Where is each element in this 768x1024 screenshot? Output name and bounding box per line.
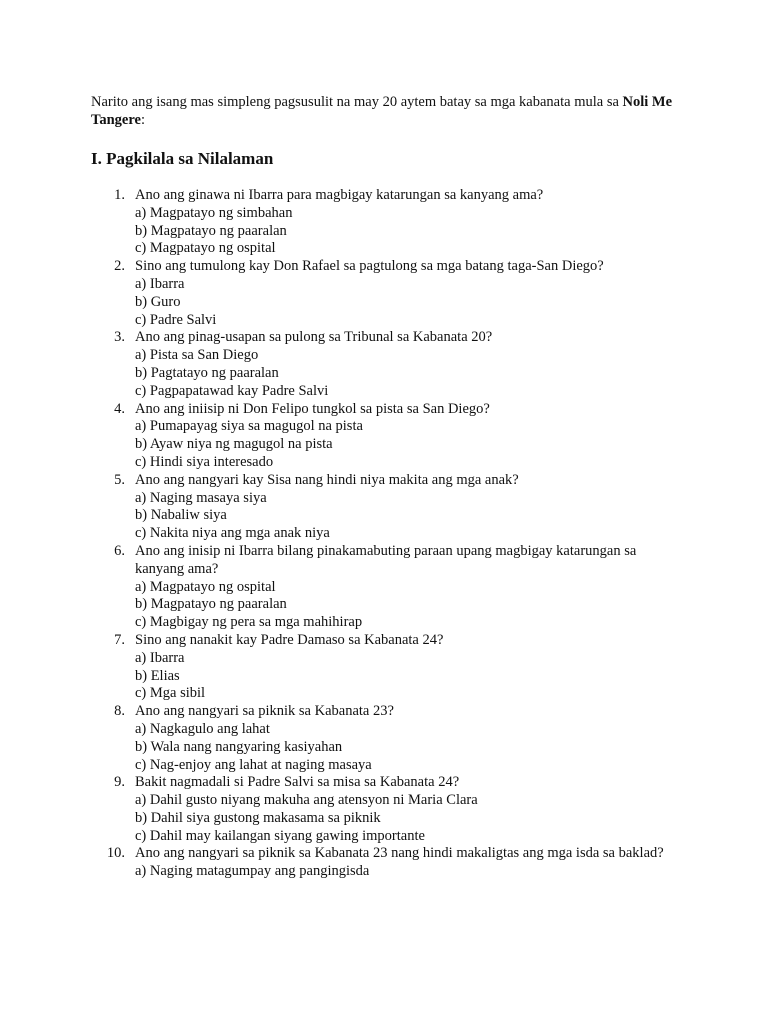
question-item: [91, 329, 681, 400]
question-text: Ano ang inisip ni Ibarra bilang pinakamabuting paraan upang magbigay katarungan sa kanyang ama?: [135, 542, 637, 577]
answer-choice: b) Pagtatayo ng paaralan: [135, 364, 279, 381]
answer-choice: c) Nag-enjoy ang lahat at naging masaya: [135, 756, 372, 773]
answer-choice: a) Nagkagulo ang lahat: [135, 720, 270, 737]
question-item: [91, 632, 681, 703]
answer-choice: a) Dahil gusto niyang makuha ang atensyon ni Maria Clara: [135, 792, 478, 809]
question-number: 9.: [114, 774, 125, 791]
question-text: Ano ang nangyari kay Sisa nang hindi niya makita ang mga anak?: [135, 471, 519, 488]
intro-paragraph: [91, 93, 681, 129]
question-text: Ano ang nangyari sa piknik sa Kabanata 23 nang hindi makaligtas ang mga isda sa baklad?: [135, 845, 664, 862]
answer-choice: c) Hindi siya interesado: [135, 453, 274, 470]
answer-choice: b) Nabaliw siya: [135, 507, 227, 524]
question-item: [91, 543, 681, 632]
answer-choice: c) Dahil may kailangan siyang gawing importante: [135, 827, 425, 844]
answer-choice: a) Pumapayag siya sa magugol na pista: [135, 418, 363, 435]
question-list: [91, 187, 681, 881]
question-number: 3.: [114, 329, 125, 346]
question-item: [91, 401, 681, 472]
answer-choice: c) Magpatayo ng ospital: [135, 240, 276, 257]
question-item: [91, 774, 681, 845]
document-page: [91, 93, 681, 881]
answer-choice: c) Padre Salvi: [135, 311, 217, 328]
answer-choice: a) Ibarra: [135, 275, 185, 292]
question-text: Ano ang nangyari sa piknik sa Kabanata 23?: [135, 703, 394, 720]
answer-choice: a) Ibarra: [135, 649, 185, 666]
section-heading: I. Pagkilala sa Nilalaman: [91, 149, 274, 168]
question-number: 2.: [114, 258, 125, 275]
intro-book-title: Noli Me Tangere: [91, 94, 673, 128]
answer-choice: c) Pagpapatawad kay Padre Salvi: [135, 382, 329, 399]
question-number: 7.: [114, 631, 125, 648]
answer-choice: a) Magpatayo ng simbahan: [135, 204, 293, 221]
answer-choice: c) Mga sibil: [135, 685, 206, 702]
question-number: 10.: [106, 845, 125, 862]
question-item: [91, 258, 681, 329]
answer-choice: a) Pista sa San Diego: [135, 347, 259, 364]
question-item: [91, 472, 681, 543]
answer-choice: a) Naging masaya siya: [135, 489, 267, 506]
question-number: 8.: [114, 703, 125, 720]
question-text: Ano ang iniisip ni Don Felipo tungkol sa pista sa San Diego?: [135, 400, 490, 417]
answer-choice: b) Magpatayo ng paaralan: [135, 222, 287, 239]
intro-text: Narito ang isang mas simpleng pagsusulit na may 20 aytem batay sa mga kabanata mula sa: [91, 94, 623, 110]
question-item: [91, 187, 681, 258]
answer-choice: b) Guro: [135, 293, 181, 310]
question-number: 4.: [114, 400, 125, 417]
answer-choice: c) Nakita niya ang mga anak niya: [135, 525, 330, 542]
answer-choice: b) Wala nang nangyaring kasiyahan: [135, 738, 343, 755]
question-text: Sino ang tumulong kay Don Rafael sa pagtulong sa mga batang taga-San Diego?: [135, 258, 604, 275]
question-number: 6.: [114, 542, 125, 559]
answer-choice: b) Magpatayo ng paaralan: [135, 596, 287, 613]
question-item: [91, 703, 681, 774]
answer-choice: c) Magbigay ng pera sa mga mahihirap: [135, 614, 363, 631]
question-text: Sino ang nanakit kay Padre Damaso sa Kabanata 24?: [135, 631, 444, 648]
question-number: 5.: [114, 471, 125, 488]
answer-choice: b) Dahil siya gustong makasama sa piknik: [135, 809, 381, 826]
intro-suffix: :: [140, 112, 145, 128]
answer-choice: a) Naging matagumpay ang pangingisda: [135, 863, 370, 880]
question-item: [91, 845, 681, 881]
question-text: Ano ang ginawa ni Ibarra para magbigay katarungan sa kanyang ama?: [135, 187, 544, 203]
question-number: 1.: [114, 187, 125, 203]
answer-choice: a) Magpatayo ng ospital: [135, 578, 276, 595]
question-text: Ano ang pinag-usapan sa pulong sa Tribunal sa Kabanata 20?: [135, 329, 493, 346]
answer-choice: b) Ayaw niya ng magugol na pista: [135, 436, 333, 453]
question-text: Bakit nagmadali si Padre Salvi sa misa sa Kabanata 24?: [135, 774, 460, 791]
answer-choice: b) Elias: [135, 667, 180, 684]
